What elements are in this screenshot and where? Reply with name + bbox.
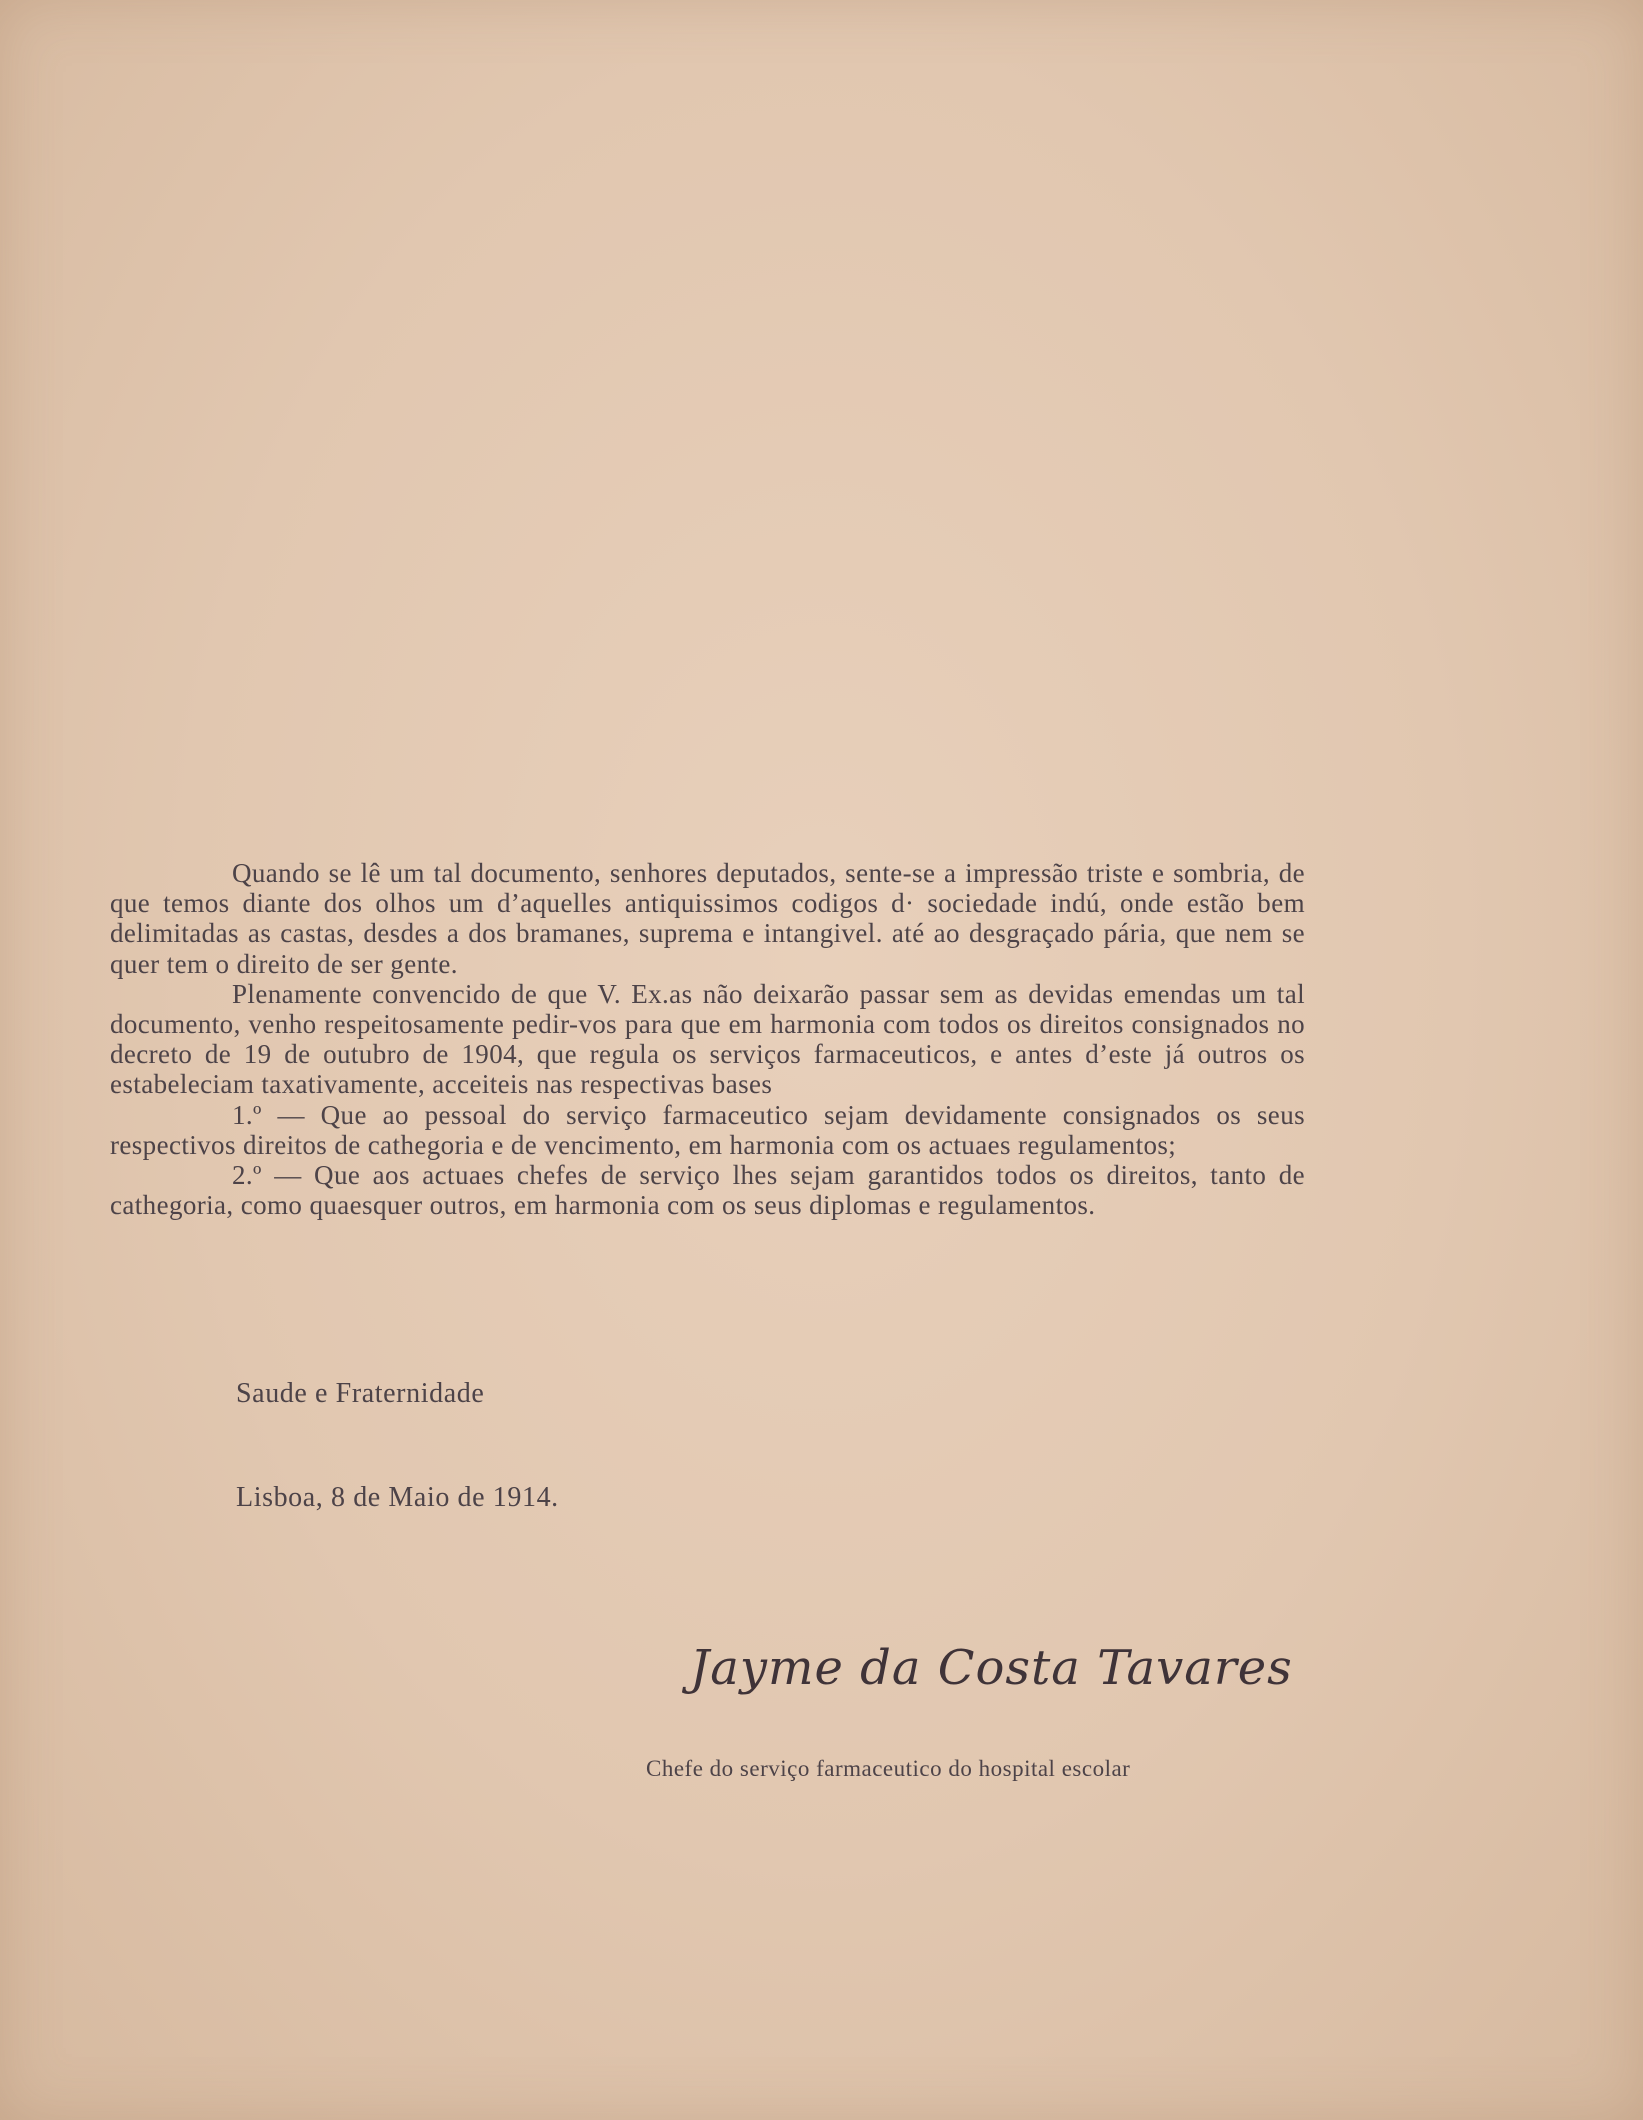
paragraph-request: Plenamente convencido de que V. Ex.as não deixarão passar sem as devidas emendas um tal documento, venho respeitosamente pedir-vos para que em harmonia com todos os direitos consignados no decreto de 19 de outubro de 1904, que regula os serviços farmaceuticos, e antes d’este já outros os estabeleciam taxativamente, acceiteis nas respectivas bases [110, 978, 1305, 1100]
paragraph-intro: Quando se lê um tal documento, senhores deputados, sente-se a impressão triste e sombria, de que temos diante dos olhos um d’aquelles antiquissimos codigos d· sociedade indú, onde estão bem delimitadas as castas, desdes a dos bramanes, suprema e intangivel. até ao desgraçado pária, que nem se quer tem o direito de ser gente. [110, 858, 1305, 979]
paragraph-item-2: 2.º — Que aos actuaes chefes de serviço lhes sejam garantidos todos os direitos, tanto de cathegoria, como quaesquer outros, em harmonia com os seus diplomas e regulamentos. [110, 1160, 1305, 1221]
paragraph-item-1: 1.º — Que ao pessoal do serviço farmaceutico sejam devidamente consignados os seus respectivos direitos de cathegoria e de vencimento, em harmonia com os actuaes regulamentos; [110, 1099, 1305, 1160]
signature-title: Chefe do serviço farmaceutico do hospital escolar [646, 1756, 1131, 1781]
letter-body [110, 858, 1305, 1220]
place-date: Lisboa, 8 de Maio de 1914. [236, 1482, 559, 1513]
handwritten-signature: Jayme da Costa Tavares [690, 1640, 1293, 1696]
salutation: Saude e Fraternidade [236, 1378, 485, 1409]
